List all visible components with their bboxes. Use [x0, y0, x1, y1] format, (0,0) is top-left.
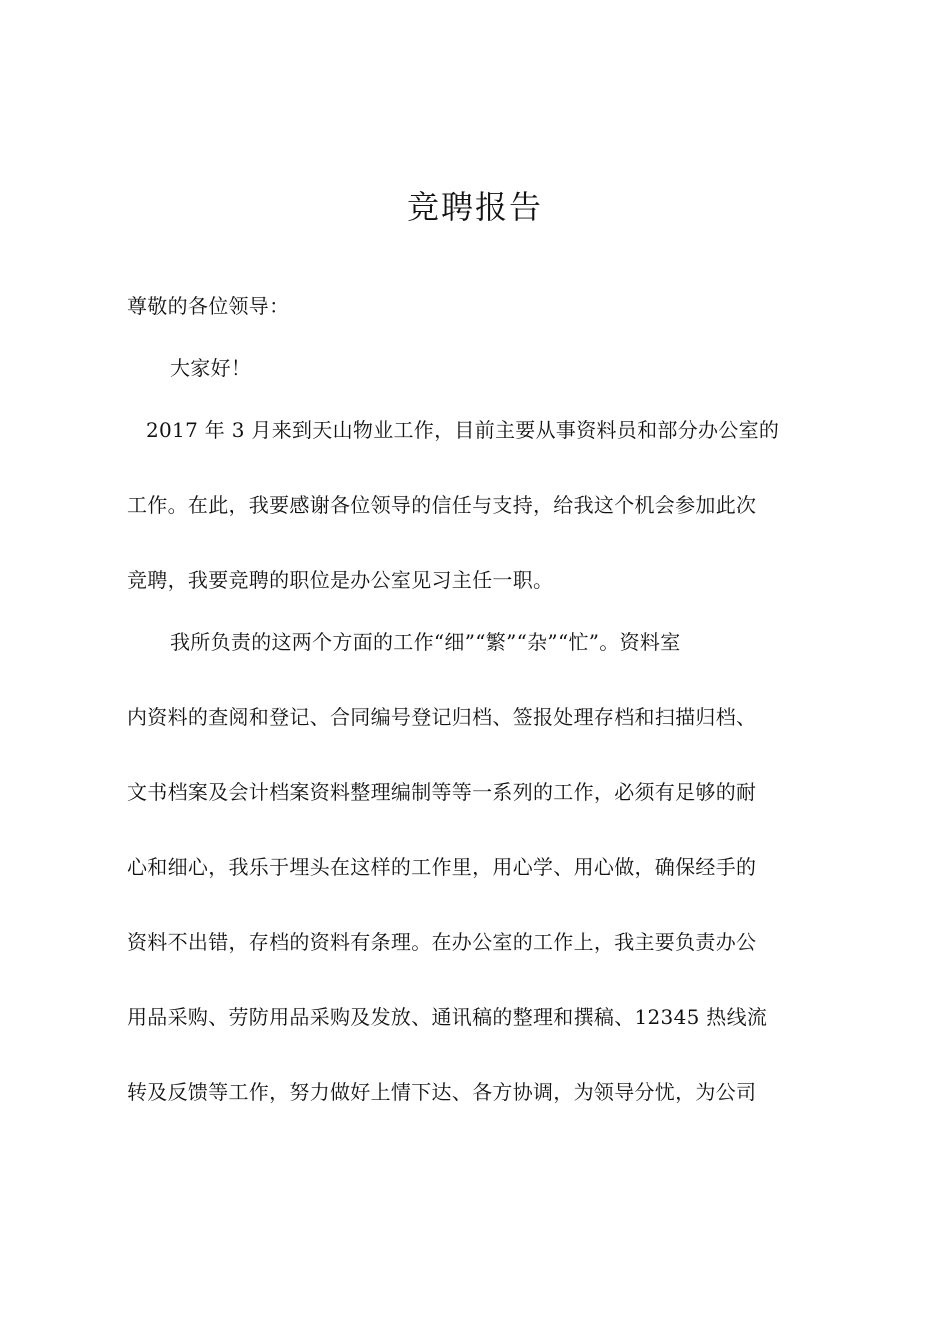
body-line: 用品采购、劳防用品采购及发放、通讯稿的整理和撰稿、12345 热线流 [127, 1005, 768, 1029]
greeting: 大家好！ [170, 356, 252, 380]
salutation: 尊敬的各位领导： [127, 294, 290, 318]
document-title: 竞聘报告 [406, 188, 543, 226]
body-line: 内资料的查阅和登记、合同编号登记归档、签报处理存档和扫描归档、 [127, 705, 757, 729]
body-line: 心和细心，我乐于埋头在这样的工作里，用心学、用心做，确保经手的 [127, 855, 757, 879]
body-line: 工作。在此，我要感谢各位领导的信任与支持，给我这个机会参加此次 [127, 493, 757, 517]
body-line: 我所负责的这两个方面的工作“细”“繁”“杂”“忙”。资料室 [170, 630, 681, 654]
body-line: 文书档案及会计档案资料整理编制等等一系列的工作，必须有足够的耐 [127, 780, 757, 804]
body-line: 转及反馈等工作，努力做好上情下达、各方协调，为领导分忧，为公司 [127, 1080, 757, 1104]
body-line: 2017 年 3 月来到天山物业工作，目前主要从事资料员和部分办公室的 [146, 418, 780, 442]
body-line: 资料不出错，存档的资料有条理。在办公室的工作上，我主要负责办公 [127, 930, 757, 954]
body-line: 竞聘，我要竞聘的职位是办公室见习主任一职。 [127, 568, 554, 592]
